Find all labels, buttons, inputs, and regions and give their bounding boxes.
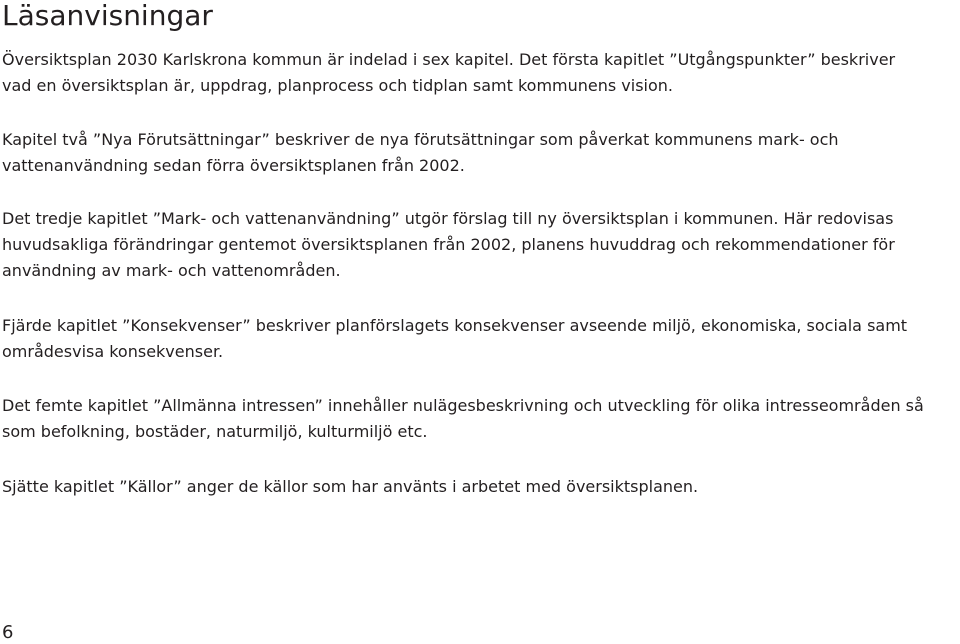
paragraph-chapter-six (2, 474, 698, 500)
text-line: vad en översiktsplan är, uppdrag, planprocess och tidplan samt kommunens vision. (2, 76, 674, 95)
text-line: användning av mark- och vattenområden. (2, 261, 341, 280)
paragraph-chapter-three (2, 206, 895, 284)
text-line: huvudsakliga förändringar gentemot översiktsplanen från 2002, planens huvuddrag och rekommendationer för (2, 235, 895, 254)
paragraph-chapter-four (2, 313, 907, 365)
page-number: 6 (2, 622, 14, 643)
text-line: Det tredje kapitlet ”Mark- och vattenanvändning” utgör förslag till ny översiktsplan i kommunen. Här redovisas (2, 209, 894, 228)
paragraph-chapter-five (2, 393, 924, 445)
text-line: Kapitel två ”Nya Förutsättningar” beskriver de nya förutsättningar som påverkat kommunens mark- och (2, 130, 839, 149)
page-title: Läsanvisningar (2, 0, 213, 32)
paragraph-intro (2, 47, 895, 99)
text-line: Fjärde kapitlet ”Konsekvenser” beskriver planförslagets konsekvenser avseende miljö, ekonomiska, sociala samt (2, 316, 908, 335)
paragraph-chapter-two (2, 127, 839, 179)
text-line: Sjätte kapitlet ”Källor” anger de källor som har använts i arbetet med översiktsplanen. (2, 477, 699, 496)
text-line: Översiktsplan 2030 Karlskrona kommun är indelad i sex kapitel. Det första kapitlet ”Utgångspunkter” beskriver (2, 50, 896, 69)
text-line: områdesvisa konsekvenser. (2, 342, 224, 361)
text-line: som befolkning, bostäder, naturmiljö, kulturmiljö etc. (2, 422, 428, 441)
text-line: vattenanvändning sedan förra översiktsplanen från 2002. (2, 156, 465, 175)
text-line: Det femte kapitlet ”Allmänna intressen” innehåller nulägesbeskrivning och utveckling för olika intresseområden så (2, 396, 924, 415)
